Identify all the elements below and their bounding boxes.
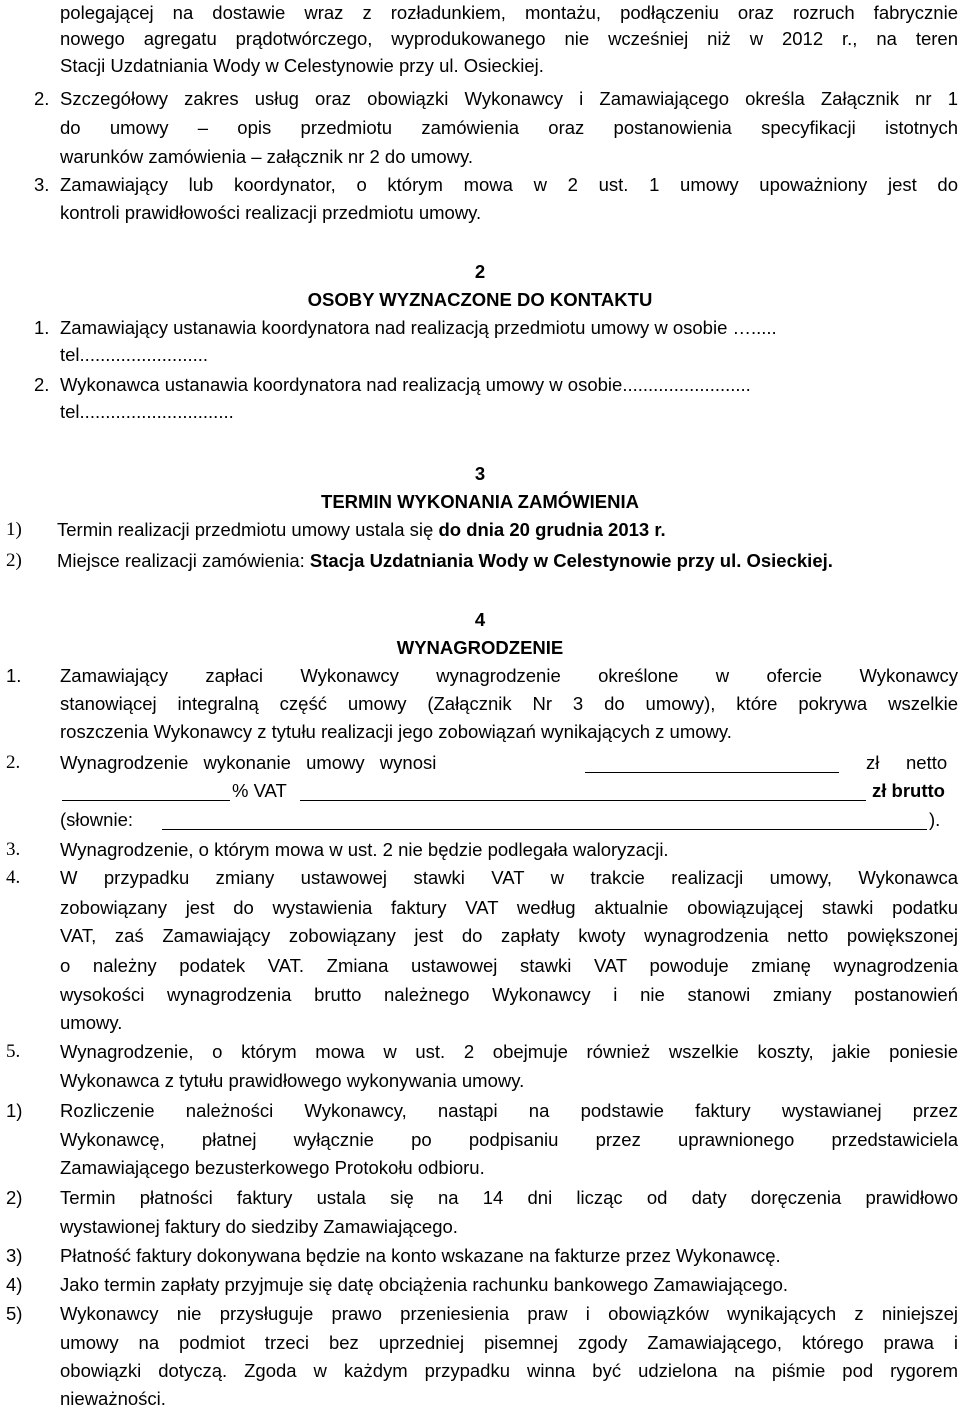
- s4-p5-line-2: Wykonawca z tytułu prawidłowego wykonywania umowy.: [60, 1070, 525, 1091]
- section-2-title: OSOBY WYZNACZONE DO KONTAKTU: [307, 289, 653, 310]
- s4-p2-netto: netto: [906, 752, 948, 773]
- vat-rate-blank[interactable]: [62, 800, 230, 801]
- s4-p4-line-6: umowy.: [60, 1012, 123, 1033]
- s4-q1-line-2: Wykonawcę, płatnej wyłącznie po podpisaniu przez uprawnionego przedstawiciela: [60, 1129, 958, 1150]
- s4-q1-line-1: Rozliczenie należności Wykonawcy, nastąpi na podstawie faktury wystawianej przez: [60, 1100, 958, 1121]
- s4-p1-line-2: stanowiącej integralną część umowy (Załącznik Nr 3 do umowy), które pokrywa wszelkie: [60, 693, 958, 714]
- s4-p1-line-1: Zamawiający zapłaci Wykonawcy wynagrodzenie określone w ofercie Wykonawcy: [60, 665, 958, 686]
- s3-item-2-text: Miejsce realizacji zamówienia:: [57, 550, 310, 571]
- s4-q2-line-2: wystawionej faktury do siedziby Zamawiającego.: [60, 1216, 458, 1237]
- s4-p4-line-4: o należny podatek VAT. Zmiana ustawowej stawki VAT powoduje zmianę wynagrodzenia: [60, 955, 958, 976]
- s2-item-2-line-2: tel..............................: [60, 401, 234, 422]
- s2-item-2-number: 2.: [34, 374, 50, 395]
- intro-line-2: nowego agregatu prądotwórczego, wyprodukowanego nie wcześniej niż w 2012 r., na teren: [60, 28, 958, 49]
- s4-q5-line-2: umowy na podmiot trzeci bez uprzedniej pisemnej zgody Zamawiającego, którego prawa i: [60, 1332, 958, 1353]
- s4-p4-line-3: VAT, zaś Zamawiający zobowiązany jest do zapłaty kwoty wynagrodzenia netto powiększonej: [60, 925, 958, 946]
- s4-p2-text: Wynagrodzenie wykonanie umowy wynosi: [60, 752, 437, 773]
- s4-p2-number: 2.: [6, 752, 21, 773]
- s4-p1-line-3: roszczenia Wykonawcy z tytułu realizacji jego zobowiązań wynikających z umowy.: [60, 721, 732, 742]
- point-2-number: 2.: [34, 88, 50, 109]
- s4-q3-line-1: Płatność faktury dokonywana będzie na konto wskazane na fakturze przez Wykonawcę.: [60, 1245, 781, 1266]
- amount-in-words-blank[interactable]: [162, 829, 927, 830]
- intro-line-3: Stacji Uzdatniania Wody w Celestynowie przy ul. Osieckiej.: [60, 55, 544, 76]
- point-2-line-2: do umowy – opis przedmiotu zamówienia oraz postanowienia specyfikacji istotnych: [60, 117, 958, 138]
- s4-q4-number: 4): [6, 1274, 23, 1295]
- s4-q4-line-1: Jako termin zapłaty przyjmuje się datę obciążenia rachunku bankowego Zamawiającego.: [60, 1274, 789, 1295]
- section-4-heading: 4: [474, 609, 486, 630]
- s3-item-1-date: do dnia 20 grudnia 2013 r.: [438, 519, 666, 540]
- point-3-line-2: kontroli prawidłowości realizacji przedmiotu umowy.: [60, 202, 482, 223]
- s4-q5-line-3: obowiązki dotyczą. Zgoda w każdym przypadku winna być udzielona na piśmie pod rygorem: [60, 1360, 958, 1381]
- section-3-heading: 3: [474, 463, 486, 484]
- s2-item-1-line-1: Zamawiający ustanawia koordynatora nad realizacją przedmiotu umowy w osobie ….....: [60, 317, 777, 338]
- netto-amount-blank[interactable]: [585, 772, 839, 773]
- point-2-line-1: Szczegółowy zakres usług oraz obowiązki Wykonawcy i Zamawiającego określa Załącznik nr 1: [60, 88, 958, 109]
- s4-p4-line-2: zobowiązany jest do wystawienia faktury VAT według aktualnie obowiązującej stawki podatku: [60, 897, 958, 918]
- s4-p5-line-1: Wynagrodzenie, o którym mowa w ust. 2 obejmuje również wszelkie koszty, jakie poniesie: [60, 1041, 958, 1062]
- s3-item-2-number: 2): [6, 550, 22, 571]
- s4-p4-line-1: W przypadku zmiany ustawowej stawki VAT w trakcie realizacji umowy, Wykonawca: [60, 867, 958, 888]
- s4-q5-line-4: nieważności.: [60, 1388, 166, 1409]
- s4-q1-line-3: Zamawiającego bezusterkowego Protokołu odbioru.: [60, 1157, 485, 1178]
- s4-p3-text: Wynagrodzenie, o którym mowa w ust. 2 nie będzie podlegała waloryzacji.: [60, 839, 669, 860]
- s4-p4-number: 4.: [6, 867, 21, 888]
- s2-item-2-line-1: Wykonawca ustanawia koordynatora nad realizacją umowy w osobie.........................: [60, 374, 751, 395]
- s4-q2-line-1: Termin płatności faktury ustala się na 14 dni licząc od daty doręczenia prawidłowo: [60, 1187, 958, 1208]
- s2-item-1-line-2: tel.........................: [60, 344, 209, 365]
- point-3-line-1: Zamawiający lub koordynator, o którym mowa w 2 ust. 1 umowy upoważniony jest do: [60, 174, 958, 195]
- s4-q3-number: 3): [6, 1245, 23, 1266]
- section-3-title: TERMIN WYKONANIA ZAMÓWIENIA: [321, 491, 639, 512]
- point-2-line-3: warunków zamówienia – załącznik nr 2 do umowy.: [60, 146, 474, 167]
- s3-item-1-text: Termin realizacji przedmiotu umowy ustala się: [57, 519, 439, 540]
- s4-q2-number: 2): [6, 1187, 23, 1208]
- section-4-title: WYNAGRODZENIE: [396, 637, 564, 658]
- s4-p2-brutto: zł brutto: [872, 780, 945, 801]
- s4-p2-end: ).: [929, 809, 941, 830]
- intro-line-1: polegającej na dostawie wraz z rozładunkiem, montażu, podłączeniu oraz rozruch fabrycznie: [60, 2, 958, 23]
- s3-item-1-number: 1): [6, 519, 22, 540]
- s3-item-2-place: Stacja Uzdatniania Wody w Celestynowie przy ul. Osieckiej.: [309, 550, 833, 571]
- s4-q5-number: 5): [6, 1303, 23, 1324]
- s3-item-2: [57, 547, 833, 574]
- s4-p2-vat: % VAT: [232, 780, 287, 801]
- s4-p1-number: 1.: [6, 665, 22, 686]
- brutto-amount-blank[interactable]: [300, 800, 866, 801]
- s4-p2-zl: zł: [866, 752, 880, 773]
- s4-p2-slownie: (słownie:: [60, 809, 133, 830]
- s4-q5-line-1: Wykonawcy nie przysługuje prawo przeniesienia praw i obowiązków wynikających z niniejszej: [60, 1303, 958, 1324]
- point-3-number: 3.: [34, 174, 50, 195]
- s3-item-1: [57, 516, 666, 543]
- section-2-heading: 2: [474, 261, 486, 282]
- s4-p4-line-5: wysokości wynagrodzenia brutto należnego Wykonawcy i nie stanowi zmiany postanowień: [60, 984, 958, 1005]
- s4-p3-number: 3.: [6, 839, 21, 860]
- s2-item-1-number: 1.: [34, 317, 50, 338]
- s4-p5-number: 5.: [6, 1041, 21, 1062]
- s4-q1-number: 1): [6, 1100, 23, 1121]
